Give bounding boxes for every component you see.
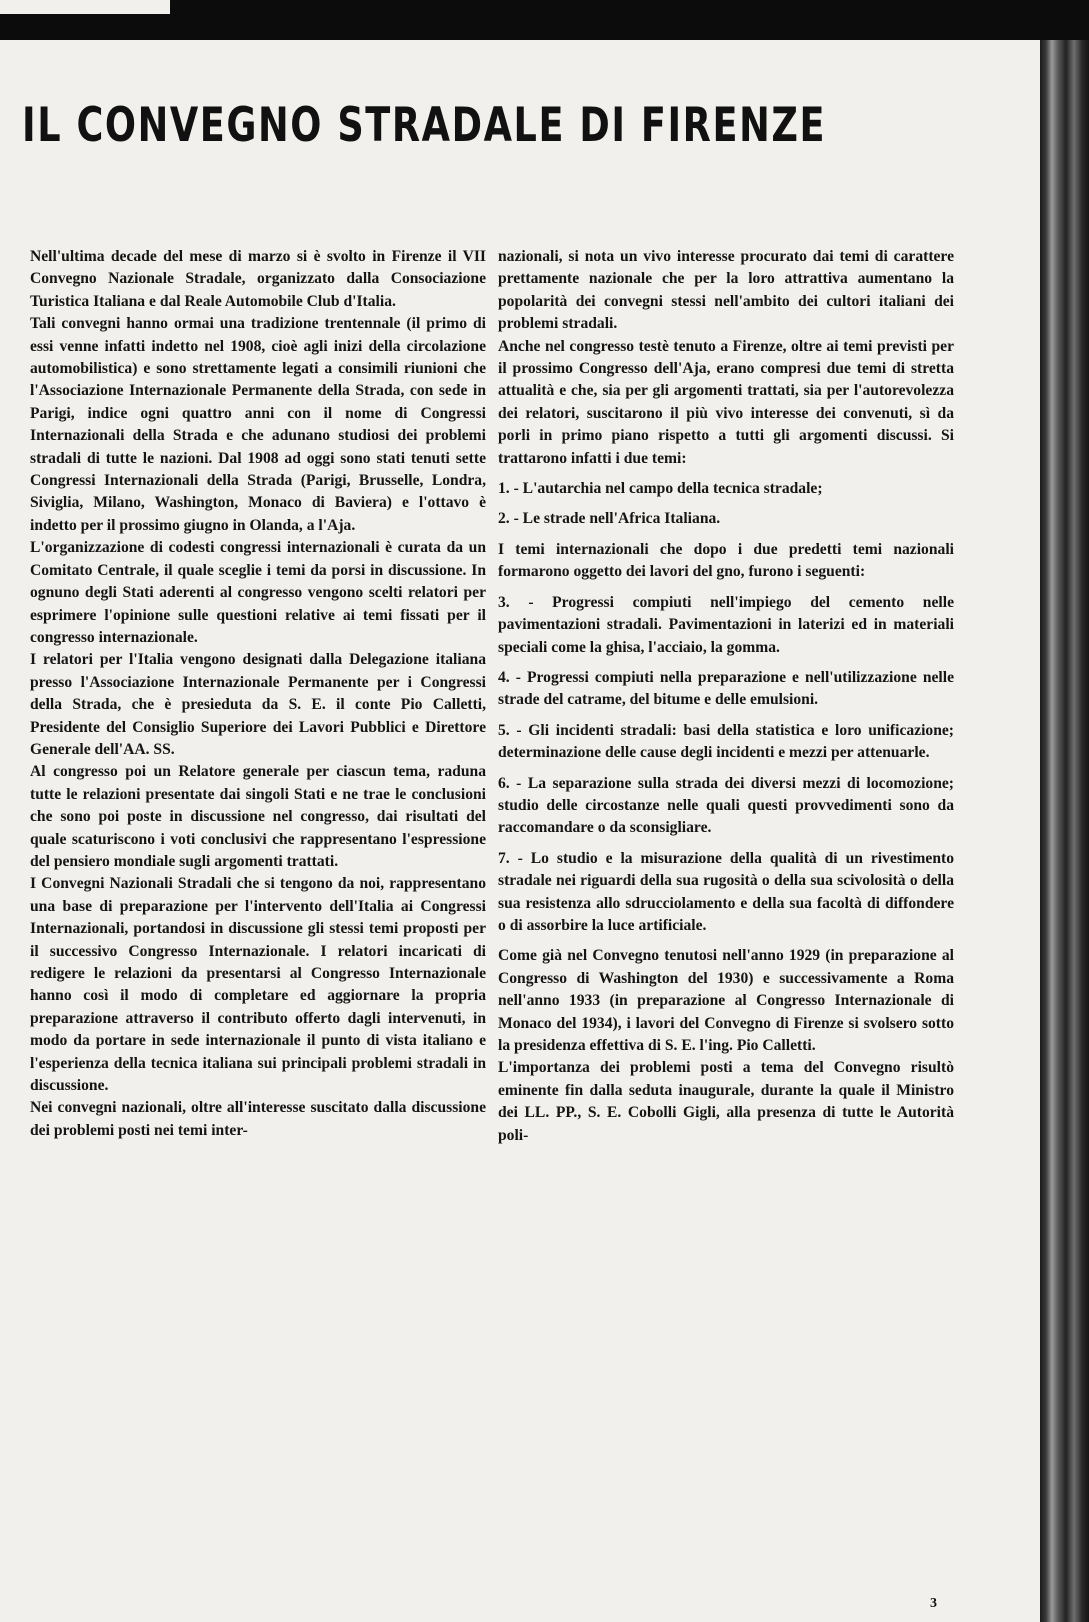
paragraph: nazionali, si nota un vivo interesse procurato dai temi di carattere prettamente nazionale che per la loro attrattiva aumentano la popolarità dei convegni stessi nell'ambito dei cultori italiani dei problemi stradali. — [498, 248, 954, 333]
international-topic-item: 3. - Progressi compiuti nell'impiego del cemento nelle pavimentazioni stradali. Pavimentazioni in laterizi ed in materiali speciali come la ghisa, l'acciaio, la gomma. — [498, 593, 954, 656]
left-column — [30, 246, 486, 1142]
paragraph: L'organizzazione di codesti congressi internazionali è curata da un Comitato Centrale, il quale sceglie i temi da porsi in discussione. In ognuno degli Stati aderenti al congresso vengono scelti relatori per esprimere l'opinione sulle questioni relative ai temi fissati per il congresso internazionale. — [30, 539, 486, 646]
paragraph: Al congresso poi un Relatore generale per ciascun tema, raduna tutte le relazioni presentate dai singoli Stati e ne trae le conclusioni che sono poi poste in discussione nel congresso, dai risultati del quale scaturiscono i voti conclusivi che rappresentano l'espressione del pensiero mondiale sugli argomenti trattati. — [30, 763, 486, 870]
article-title: IL CONVEGNO STRADALE DI FIRENZE — [22, 98, 827, 153]
international-topic-item: 5. - Gli incidenti stradali: basi della statistica e loro unificazione; determinazione delle cause degli incidenti e mezzi per attenuarle. — [498, 721, 954, 762]
paragraph: L'importanza dei problemi posti a tema del Convegno risultò eminente fin dalla seduta inaugurale, durante la quale il Ministro dei LL. PP., S. E. Cobolli Gigli, alla presenza di tutte le Autorità poli- — [498, 1059, 954, 1144]
page-number: 3 — [930, 1596, 937, 1611]
national-topic-item: 2. - Le strade nell'Africa Italiana. — [498, 510, 721, 528]
paragraph: I Convegni Nazionali Stradali che si tengono da noi, rappresentano una base di preparazione per l'intervento dell'Italia ai Congressi Internazionali, portandosi in discussione gli stessi temi proposti per il successivo Congresso Internazionale. I relatori incaricati di redigere le relazioni da presentarsi al Congresso Internazionale hanno così il modo di completare ed aggiornare la propria preparazione attraverso il contributo offerto dagli intervenuti, in modo da portare in sede internazionale il punto di vista italiano e l'esperienza della tecnica italiana sui principali problemi stradali in discussione. — [30, 875, 486, 1095]
international-topic-item: 7. - Lo studio e la misurazione della qualità di un rivestimento stradale nei riguardi della sua rugosità o della sua scivolosità o della sua resistenza allo sdrucciolamento e della sua facoltà di diffondere o di assorbire la luce artificiale. — [498, 849, 954, 934]
paragraph: I temi internazionali che dopo i due predetti temi nazionali formarono oggetto dei lavori del gno, furono i seguenti: — [498, 540, 954, 581]
right-column — [498, 246, 954, 1147]
paragraph: Tali convegni hanno ormai una tradizione trentennale (il primo di essi venne infatti indetto nel 1908, cioè agli inizi della circolazione automobilistica) e sono strettamente legati a consimili riunioni che l'Associazione Internazionale Permanente della Strada, con sede in Parigi, indice ogni quattro anni con il nome di Congressi Internazionali della Strada e che adunano studiosi dei problemi stradali di tutte le nazioni. Dal 1908 ad oggi sono stati tenuti sette Congressi Internazionali della Strada (Parigi, Brusselle, Londra, Siviglia, Milano, Washington, Monaco di Baviera) e l'ottavo è indetto per il prossimo giugno in Olanda, a l'Aja. — [30, 315, 486, 534]
paragraph: Nell'ultima decade del mese di marzo si è svolto in Firenze il VII Convegno Nazionale Stradale, organizzato dalla Consociazione Turistica Italiana e dal Reale Automobile Club d'Italia. — [30, 248, 486, 310]
scan-corner — [0, 0, 170, 14]
national-topic-item: 1. - L'autarchia nel campo della tecnica stradale; — [498, 480, 823, 498]
paragraph: Anche nel congresso testè tenuto a Firenze, oltre ai temi previsti per il prossimo Congresso dell'Aja, erano compresi due temi di stretta attualità e che, sia per gli argomenti trattati, sia per l'autorevolezza dei relatori, suscitarono il più vivo interesse dei convenuti, sì da porli in primo piano rispetto a tutti gli argomenti discussi. Si trattarono infatti i due temi: — [498, 337, 954, 467]
international-topic-item: 4. - Progressi compiuti nella preparazione e nell'utilizzazione nelle strade del catrame, del bitume e delle emulsioni. — [498, 668, 954, 709]
paragraph: Come già nel Convegno tenutosi nell'anno 1929 (in preparazione al Congresso di Washington del 1930) e successivamente a Roma nell'anno 1933 (in preparazione al Congresso Internazionale di Monaco del 1934), i lavori del Convegno di Firenze si svolsero sotto la presidenza effettiva di S. E. l'ing. Pio Calletti. — [498, 947, 954, 1054]
book-spine — [1040, 40, 1089, 1622]
international-topic-item: 6. - La separazione sulla strada dei diversi mezzi di locomozione; studio delle circostanze nelle quali questi provvedimenti sono da raccomandare o da sconsigliare. — [498, 774, 954, 837]
paragraph: Nei convegni nazionali, oltre all'interesse suscitato dalla discussione dei problemi posti nei temi inter- — [30, 1099, 486, 1139]
paragraph: I relatori per l'Italia vengono designati dalla Delegazione italiana presso l'Associazione Internazionale Permanente per i Congressi della Strada, che è presieduta da S. E. il conte Pio Calletti, Presidente del Consiglio Superiore dei Lavori Pubblici e Direttore Generale dell'AA. SS. — [30, 651, 486, 758]
